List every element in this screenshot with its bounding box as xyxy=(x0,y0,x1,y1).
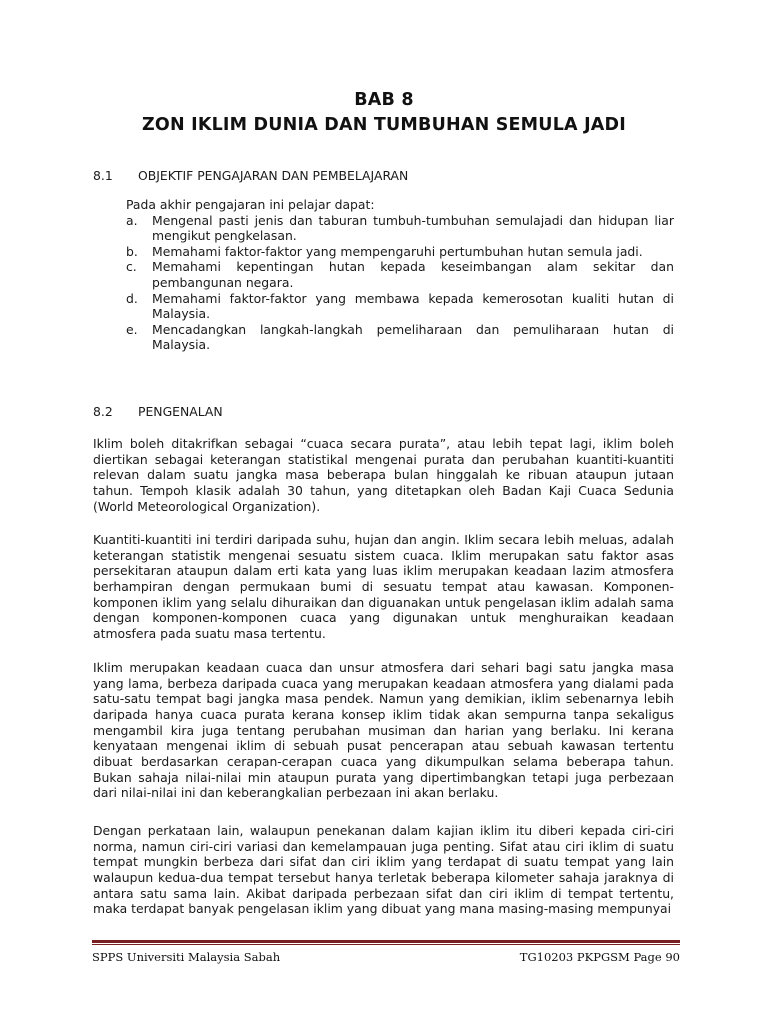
paragraph: Kuantiti-kuantiti ini terdiri daripada suhu, hujan dan angin. Iklim secara lebih meluas, adalah keterangan statistik mengenai sesuatu sistem cuaca. Iklim merupakan satu faktor asas persekitaran ataupun dalam erti kata yang luas iklim merupakan keadaan lazim atmosfera berhampiran dengan permukaan bumi di sesuatu tempat atau kawasan. Komponen-komponen iklim yang selalu dihuraikan dan diguanakan untuk pengelasan iklim adalah sama dengan komponen-komponen cuaca yang digunakan untuk menghuraikan keadaan atmosfera pada suatu masa tertentu. xyxy=(93,532,674,641)
page-footer xyxy=(92,950,680,966)
paragraph: Iklim boleh ditakrifkan sebagai “cuaca secara purata”, atau lebih tepat lagi, iklim boleh diertikan sebagai keterangan statistikal mengenai purata dan perubahan kuantiti-kuantiti relevan dalam suatu jangka masa beberapa bulan hinggalah ke ribuan ataupun jutaan tahun. Tempoh klasik adalah 30 tahun, yang ditetapkan oleh Badan Kaji Cuaca Sedunia (World Meteorological Organization). xyxy=(93,436,674,514)
footer-course-page: TG10203 PKPGSM Page 90 xyxy=(519,950,680,964)
paragraph: Dengan perkataan lain, walaupun penekanan dalam kajian iklim itu diberi kepada ciri-ciri norma, namun ciri-ciri variasi dan kemelampauan juga penting. Sifat atau ciri iklim di suatu tempat mungkin berbeza dari sifat dan ciri iklim yang terdapat di suatu tempat yang lain walaupun kedua-dua tempat tersebut hanya terletak beberapa kilometer sahaja jaraknya di antara satu sama lain. Akibat daripada perbezaan sifat dan ciri iklim di tempat tertentu, maka terdapat banyak pengelasan iklim yang dibuat yang mana masing-masing mempunyai xyxy=(93,823,674,917)
list-item xyxy=(126,259,674,290)
list-marker: e. xyxy=(126,321,138,337)
list-item-text: Memahami kepentingan hutan kepada keseimbangan alam sekitar dan pembangunan negara. xyxy=(152,259,674,290)
section-number: 8.1 xyxy=(93,168,113,183)
list-marker: a. xyxy=(126,212,138,228)
objectives-intro: Pada akhir pengajaran ini pelajar dapat: xyxy=(126,197,375,212)
list-marker: c. xyxy=(126,259,137,275)
list-item-text: Mengenal pasti jenis dan taburan tumbuh-tumbuhan semulajadi dan hidupan liar mengikut pengkelasan. xyxy=(152,212,674,244)
paragraph: Iklim merupakan keadaan cuaca dan unsur atmosfera dari sehari bagi satu jangka masa yang lama, berbeza daripada cuaca yang merupakan keadaan atmosfera yang dialami pada satu-satu tempat bagi jangka masa pendek. Namun yang demikian, iklim sebenarnya lebih daripada hanya cuaca purata kerana konsep iklim tidak akan sempurna tanpa sekaligus mengambil kira juga tentang perubahan musiman dan harian yang berlaku. Ini kerana kenyataan mengenai iklim di sebuah pusat pencerapan atau sebuah kawasan tertentu dibuat berdasarkan cerapan-cerapan cuaca yang dikumpulkan selama beberapa tahun. Bukan sahaja nilai-nilai min ataupun purata yang dipertimbangkan tetapi juga perbezaan dari nilai-nilai ini dan keberangkalian perbezaan ini akan berlaku. xyxy=(93,660,674,801)
list-item-text: Memahami faktor-faktor yang membawa kepada kemerosotan kualiti hutan di Malaysia. xyxy=(152,290,674,322)
list-item-text: Mencadangkan langkah-langkah pemeliharaan dan pemuliharaan hutan di Malaysia. xyxy=(152,321,674,353)
section-title: PENGENALAN xyxy=(138,404,223,419)
list-item xyxy=(126,213,674,244)
list-item xyxy=(126,291,674,322)
objectives-list xyxy=(126,213,674,353)
list-item xyxy=(126,322,674,353)
list-item-text: Memahami faktor-faktor yang mempengaruhi pertumbuhan hutan semula jadi. xyxy=(152,243,643,259)
list-marker: b. xyxy=(126,243,138,259)
section-title: OBJEKTIF PENGAJARAN DAN PEMBELAJARAN xyxy=(138,168,409,183)
section-number: 8.2 xyxy=(93,404,113,419)
list-item xyxy=(126,244,674,260)
footer-rule xyxy=(92,940,680,943)
list-marker: d. xyxy=(126,290,138,306)
chapter-label: BAB 8 xyxy=(354,90,414,110)
footer-rule-thin xyxy=(92,944,680,945)
chapter-title: ZON IKLIM DUNIA DAN TUMBUHAN SEMULA JADI xyxy=(142,115,626,135)
objectives-block xyxy=(126,197,674,353)
footer-institution: SPPS Universiti Malaysia Sabah xyxy=(92,950,281,964)
